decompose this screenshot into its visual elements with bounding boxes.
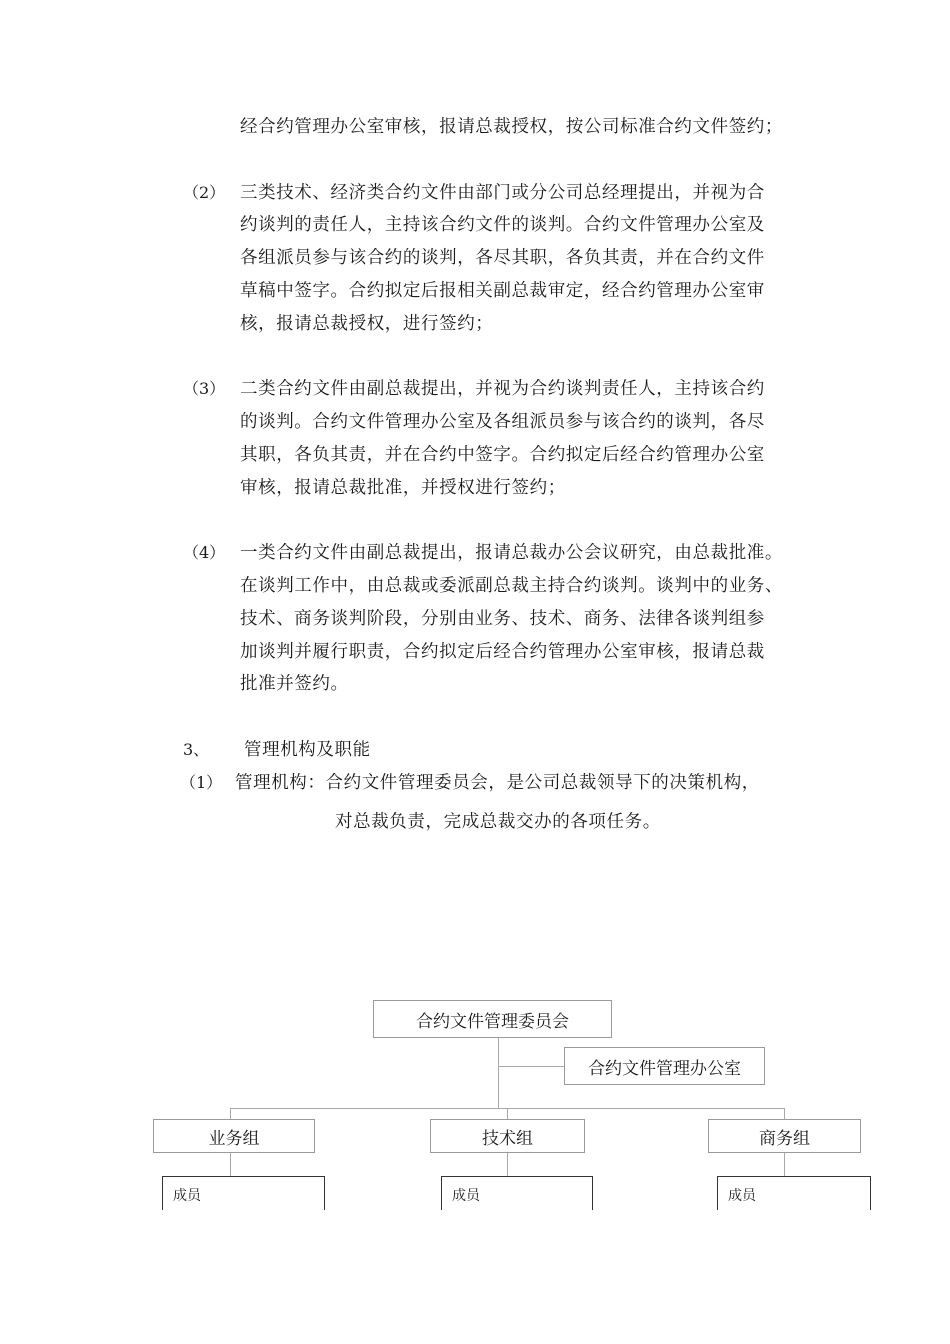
- paragraph-4-line-1: 一类合约文件由副总裁提出，报请总裁办公会议研究，由总裁批准。: [240, 543, 783, 563]
- paragraph-1-line-1: 经合约管理办公室审核，报请总裁授权，按公司标准合约文件签约；: [240, 117, 783, 137]
- committee-box: 合约文件管理委员会: [373, 1000, 612, 1038]
- paragraph-4-line-3: 技术、商务谈判阶段，分别由业务、技术、商务、法律各谈判组参: [240, 609, 765, 629]
- member-box-business: 成员: [162, 1176, 325, 1210]
- paragraph-3-line-2: 的谈判。合约文件管理办公室及各组派员参与该合约的谈判，各尽: [240, 412, 765, 432]
- item-1-line-2: 对总裁负责，完成总裁交办的各项任务。: [335, 812, 661, 832]
- paragraph-4-marker: （4）: [183, 543, 226, 562]
- section-number: 3、: [183, 740, 210, 759]
- paragraph-4-line-2: 在谈判工作中，由总裁或委派副总裁主持合约谈判。谈判中的业务、: [240, 576, 783, 596]
- section-title: 管理机构及职能: [244, 740, 371, 760]
- member-box-commercial: 成员: [717, 1176, 871, 1210]
- member-box-technical: 成员: [441, 1176, 593, 1210]
- connector-member-3: [784, 1152, 785, 1176]
- paragraph-2-line-2: 约谈判的责任人，主持该合约文件的谈判。合约文件管理办公室及: [240, 215, 765, 235]
- connector-member-2: [507, 1152, 508, 1176]
- connector-office: [498, 1066, 564, 1067]
- connector-member-1: [230, 1152, 231, 1176]
- paragraph-2-line-1: 三类技术、经济类合约文件由部门或分公司总经理提出，并视为合: [240, 183, 765, 203]
- paragraph-3-line-4: 审核，报请总裁批准，并授权进行签约；: [240, 478, 566, 498]
- paragraph-2-line-3: 各组派员参与该合约的谈判，各尽其职，各负其责，并在合约文件: [240, 248, 765, 268]
- connector-drop-1: [230, 1108, 231, 1119]
- paragraph-3-marker: （3）: [183, 379, 226, 398]
- office-box: 合约文件管理办公室: [564, 1047, 765, 1085]
- group-box-business: 业务组: [153, 1119, 315, 1153]
- paragraph-2-line-5: 核，报请总裁授权，进行签约；: [240, 314, 494, 334]
- paragraph-3-line-3: 其职，各负其责，并在合约中签字。合约拟定后经合约管理办公室: [240, 445, 765, 465]
- paragraph-2-marker: （2）: [183, 183, 226, 202]
- paragraph-3-line-1: 二类合约文件由副总裁提出，并视为合约谈判责任人，主持该合约: [240, 379, 765, 399]
- connector-top-vertical: [498, 1038, 499, 1109]
- group-box-commercial: 商务组: [708, 1119, 861, 1153]
- paragraph-2-line-4: 草稿中签字。合约拟定后报相关副总裁审定，经合约管理办公室审: [240, 281, 765, 301]
- connector-drop-2: [507, 1108, 508, 1119]
- paragraph-4-line-5: 批准并签约。: [240, 674, 349, 694]
- group-box-technical: 技术组: [430, 1119, 585, 1153]
- connector-drop-3: [784, 1108, 785, 1119]
- paragraph-4-line-4: 加谈判并履行职责，合约拟定后经合约管理办公室审核，报请总裁: [240, 642, 765, 662]
- item-1-line-1: 管理机构：合约文件管理委员会，是公司总裁领导下的决策机构，: [235, 773, 760, 793]
- item-1-marker: （1）: [180, 773, 223, 792]
